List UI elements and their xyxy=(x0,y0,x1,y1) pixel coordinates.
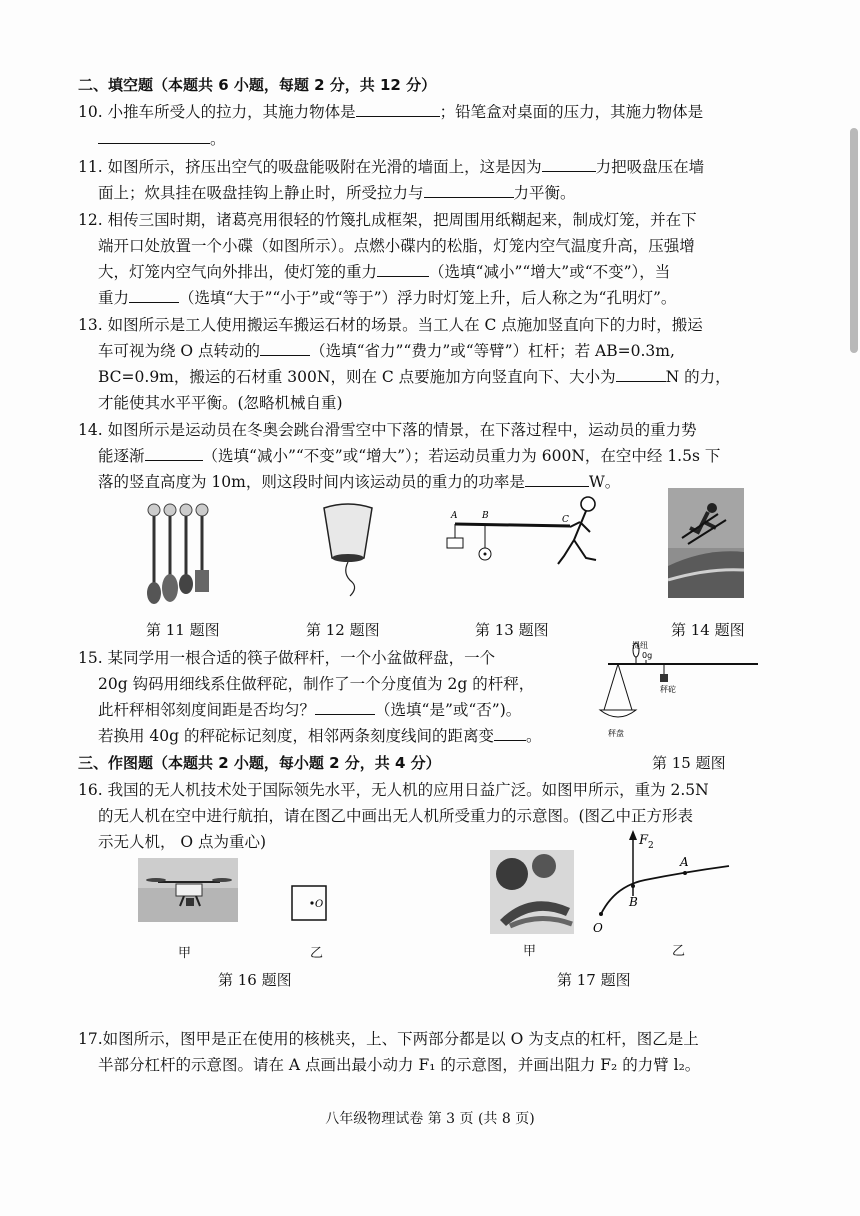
fig12-caption: 第 12 题图 xyxy=(306,621,380,639)
q15-line2: 20g 钩码用细线系住做秤砣，制作了一个分度值为 2g 的杆秤， xyxy=(98,675,535,693)
scrollbar-thumb[interactable] xyxy=(850,128,858,353)
q13-text-b: （选填“省力”“费力”或“等臂”）杠杆；若 AB=0.3m, xyxy=(310,342,675,360)
q10-blank-1[interactable] xyxy=(356,102,440,117)
q14-blank-1[interactable] xyxy=(145,446,203,461)
q15-text-c: 若换用 40g 的秤砣标记刻度，相邻两条刻度线间的距离变 xyxy=(98,727,495,745)
q11-line2 xyxy=(98,183,576,203)
fig15-steelyard-diagram xyxy=(598,638,760,742)
q13-line4: 才能使其水平平衡。(忽略机械自重) xyxy=(98,394,343,412)
q14-line1: 14. 如图所示是运动员在冬奥会跳台滑雪空中下落的情景，在下落过程中，运动员的重力势 xyxy=(78,421,697,439)
q15-blank-1[interactable] xyxy=(315,700,375,715)
q14-line2 xyxy=(98,446,720,466)
q13-line2 xyxy=(98,341,675,361)
q11-blank-1[interactable] xyxy=(542,157,596,172)
q12-blank-2[interactable] xyxy=(129,288,179,303)
fig17-nutcracker-photo xyxy=(490,850,574,934)
q14-text-a: 能逐渐 xyxy=(98,447,145,465)
q12-line3 xyxy=(98,262,670,282)
q10-text-c: 。 xyxy=(210,130,226,148)
fig17-label-o: O xyxy=(593,921,603,935)
fig14-caption: 第 14 题图 xyxy=(671,621,745,639)
q12-line1: 12. 相传三国时期，诸葛亮用很轻的竹篾扎成框架，把周围用纸糊起来，制成灯笼，并在下 xyxy=(78,211,697,229)
fig17-caption: 第 17 题图 xyxy=(557,971,631,989)
q14-line3 xyxy=(98,472,620,492)
fig15-label-tini: 提纽 xyxy=(632,641,648,650)
fig13-label-b: B xyxy=(482,511,489,521)
fig15-caption: 第 15 题图 xyxy=(652,754,726,772)
fig13-label-c: C xyxy=(562,515,569,525)
q12-text-a: 大，灯笼内空气向外排出，使灯笼的重力 xyxy=(98,263,378,281)
q13-blank-1[interactable] xyxy=(260,341,310,356)
fig16-label-yi: 乙 xyxy=(310,946,324,961)
q11-line1 xyxy=(78,157,704,177)
fig16-label-o: O xyxy=(315,899,324,910)
fig15-label-zero: 0g xyxy=(642,651,653,660)
q16-line3: 示无人机， O 点为重心) xyxy=(98,833,267,851)
fig17-label-a: A xyxy=(680,855,689,869)
q17-line1: 17.如图所示，图甲是正在使用的核桃夹，上、下两部分都是以 O 为支点的杠杆，图乙是上 xyxy=(78,1030,699,1048)
q10-blank-2[interactable] xyxy=(98,129,210,144)
q14-text-b: （选填“减小”“不变”或“增大”）；若运动员重力为 600N，在空中经 1.5s 下 xyxy=(202,447,721,465)
fig17-label-f2-sub: 2 xyxy=(648,841,654,851)
section2-heading: 二、填空题（本题共 6 小题，每题 2 分，共 12 分） xyxy=(78,76,437,94)
fig11-utensils-image xyxy=(140,498,220,608)
q12-text-c: 重力 xyxy=(98,289,130,307)
q13-text-c: BC=0.9m，搬运的石材重 300N，则在 C 点要施加方向竖直向下、大小为 xyxy=(98,368,616,386)
q13-text-d: N 的力， xyxy=(665,368,731,386)
fig13-label-a: A xyxy=(451,511,458,521)
fig11-caption: 第 11 题图 xyxy=(146,621,220,639)
q11-blank-2[interactable] xyxy=(424,183,514,198)
q16-line2: 的无人机在空中进行航拍，请在图乙中画出无人机所受重力的示意图。(图乙中正方形表 xyxy=(98,807,694,825)
fig16-drone-photo xyxy=(138,858,238,922)
fig16-caption: 第 16 题图 xyxy=(218,971,292,989)
fig17-label-yi: 乙 xyxy=(672,944,686,959)
fig17-label-b: B xyxy=(629,895,638,909)
q13-line3 xyxy=(98,367,731,387)
q12-line4 xyxy=(98,288,676,308)
q15-text-b: （选填“是”或“否”)。 xyxy=(375,701,522,719)
q17-line2: 半部分杠杆的示意图。请在 A 点画出最小动力 F₁ 的示意图，并画出阻力 F₂ 的力臂 l₂。 xyxy=(98,1056,701,1074)
q15-text-a: 此杆秤相邻刻度间距是否均匀？ xyxy=(98,701,316,719)
fig17-lever-diagram xyxy=(585,826,730,938)
fig14-ski-jumper-photo xyxy=(668,488,744,598)
page-footer: 八年级物理试卷 第 3 页 (共 8 页) xyxy=(325,1111,535,1127)
q11-text-a: 11. 如图所示，挤压出空气的吸盘能吸附在光滑的墙面上，这是因为 xyxy=(78,158,542,176)
q15-line3 xyxy=(98,700,521,720)
q10-text-b: ；铅笔盒对桌面的压力，其施力物体是 xyxy=(439,103,704,121)
q11-text-b: 力把吸盘压在墙 xyxy=(595,158,705,176)
q10-line1 xyxy=(78,102,703,122)
q12-blank-1[interactable] xyxy=(377,262,429,277)
q12-text-d: （选填“大于”“小于”或“等于”）浮力时灯笼上升，后人称之为“孔明灯”。 xyxy=(179,289,677,307)
fig17-label-f2: F xyxy=(639,833,649,848)
q13-line1: 13. 如图所示是工人使用搬运车搬运石材的场景。当工人在 C 点施加竖直向下的力时，搬运 xyxy=(78,316,703,334)
q10-line2 xyxy=(98,129,226,149)
fig13-lever-diagram xyxy=(440,494,608,570)
fig15-label-pan: 秤盘 xyxy=(608,729,624,738)
q15-line1: 15. 某同学用一根合适的筷子做秤杆，一个小盆做秤盘，一个 xyxy=(78,649,496,667)
q16-line1: 16. 我国的无人机技术处于国际领先水平，无人机的应用日益广泛。如图甲所示，重为 2.5N xyxy=(78,781,709,799)
q12-line2: 端开口处放置一个小碟（如图所示）。点燃小碟内的松脂，灯笼内空气温度升高，压强增 xyxy=(98,237,695,255)
q13-blank-2[interactable] xyxy=(616,367,666,382)
q14-blank-2[interactable] xyxy=(525,472,589,487)
q15-line4 xyxy=(98,726,542,746)
fig12-lantern-image xyxy=(318,500,378,600)
fig17-label-jia: 甲 xyxy=(523,944,537,959)
q11-text-d: 力平衡。 xyxy=(513,184,576,202)
q14-text-c: 落的竖直高度为 10m，则这段时间内该运动员的重力的功率是 xyxy=(98,473,525,491)
q14-text-d: W。 xyxy=(588,473,621,491)
q13-text-a: 车可视为绕 O 点转动的 xyxy=(98,342,261,360)
fig13-caption: 第 13 题图 xyxy=(475,621,549,639)
q15-text-d: 。 xyxy=(526,727,542,745)
fig15-label-tuo: 秤砣 xyxy=(660,685,676,694)
q15-blank-2[interactable] xyxy=(494,726,526,741)
fig16-square-drone xyxy=(290,884,330,924)
q12-text-b: （选填“减小”“增大”或“不变”），当 xyxy=(429,263,671,281)
section3-heading: 三、作图题（本题共 2 小题，每小题 2 分，共 4 分） xyxy=(78,754,441,772)
q11-text-c: 面上；炊具挂在吸盘挂钩上静止时，所受拉力与 xyxy=(98,184,424,202)
fig16-label-jia: 甲 xyxy=(178,946,192,961)
q10-text-a: 10. 小推车所受人的拉力，其施力物体是 xyxy=(78,103,356,121)
